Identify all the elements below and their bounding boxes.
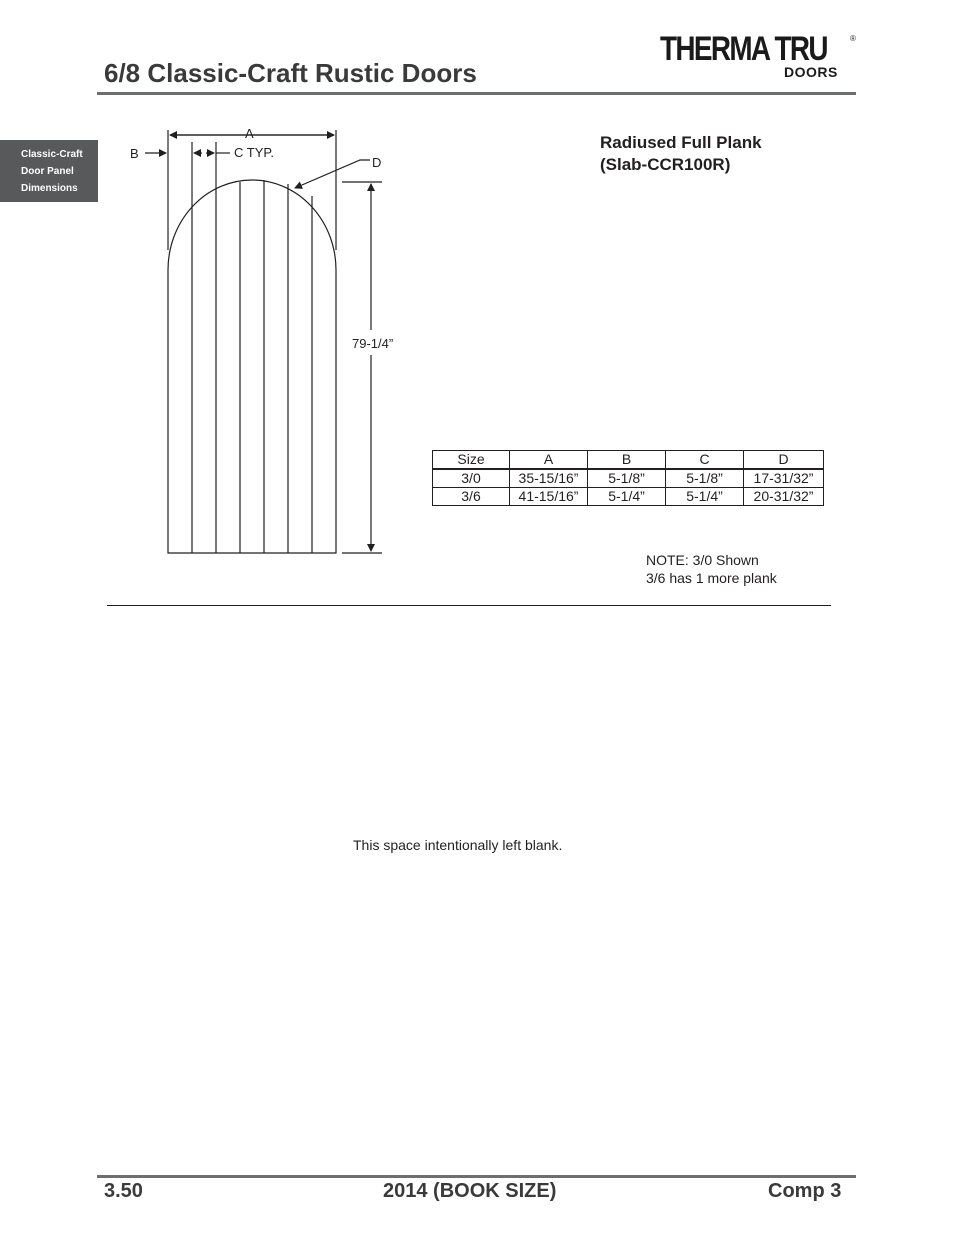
table-cell: 41-15/16”	[510, 488, 588, 506]
table-row	[433, 469, 824, 488]
table-cell: 5-1/8”	[666, 469, 744, 488]
section-title-line1: Radiused Full Plank	[600, 133, 762, 152]
table-cell: 3/0	[433, 469, 510, 488]
dimensions-table	[432, 450, 824, 506]
table-cell: 3/6	[433, 488, 510, 506]
note-line2: 3/6 has 1 more plank	[646, 570, 777, 586]
table-header: Size	[433, 451, 510, 470]
section-title	[600, 132, 762, 176]
table-cell: 17-31/32”	[744, 469, 824, 488]
side-tab-line: Classic-Craft	[21, 149, 83, 160]
door-outline	[168, 180, 336, 553]
footer-divider	[97, 1175, 856, 1178]
table-header-row	[433, 451, 824, 470]
footer-section: Comp 3	[768, 1180, 842, 1202]
dim-label-d: D	[372, 155, 382, 170]
table-cell: 35-15/16”	[510, 469, 588, 488]
section-divider	[107, 605, 831, 606]
dim-label-height: 79-1/4”	[352, 336, 394, 351]
table-cell: 5-1/8”	[588, 469, 666, 488]
dim-d-leader	[295, 160, 370, 188]
table-cell: 20-31/32”	[744, 488, 824, 506]
note	[646, 551, 777, 587]
logo-registered-mark: ®	[850, 34, 856, 43]
therma-tru-logo	[660, 30, 860, 86]
section-title-line2: (Slab-CCR100R)	[600, 155, 731, 174]
page-title: 6/8 Classic-Craft Rustic Doors	[104, 58, 477, 88]
table-row	[433, 488, 824, 506]
logo-doors: DOORS	[784, 64, 838, 80]
side-tab-line: Door Panel	[21, 166, 74, 177]
side-tab	[0, 140, 98, 202]
note-line1: NOTE: 3/0 Shown	[646, 552, 759, 568]
table-cell: 5-1/4”	[588, 488, 666, 506]
table-cell: 5-1/4”	[666, 488, 744, 506]
footer-edition: 2014 (BOOK SIZE)	[383, 1180, 557, 1202]
title-divider	[97, 92, 856, 95]
dim-label-a: A	[245, 126, 254, 141]
table-header: B	[588, 451, 666, 470]
table-header: C	[666, 451, 744, 470]
door-dimension-drawing	[120, 120, 420, 570]
footer-page-number: 3.50	[104, 1180, 143, 1202]
table-header: D	[744, 451, 824, 470]
table-header: A	[510, 451, 588, 470]
dim-label-c: C TYP.	[234, 145, 274, 160]
blank-notice: This space intentionally left blank.	[353, 837, 563, 853]
side-tab-line: Dimensions	[21, 183, 78, 194]
logo-wordmark: THERMA TRU	[660, 30, 827, 68]
dim-label-b: B	[130, 146, 139, 161]
